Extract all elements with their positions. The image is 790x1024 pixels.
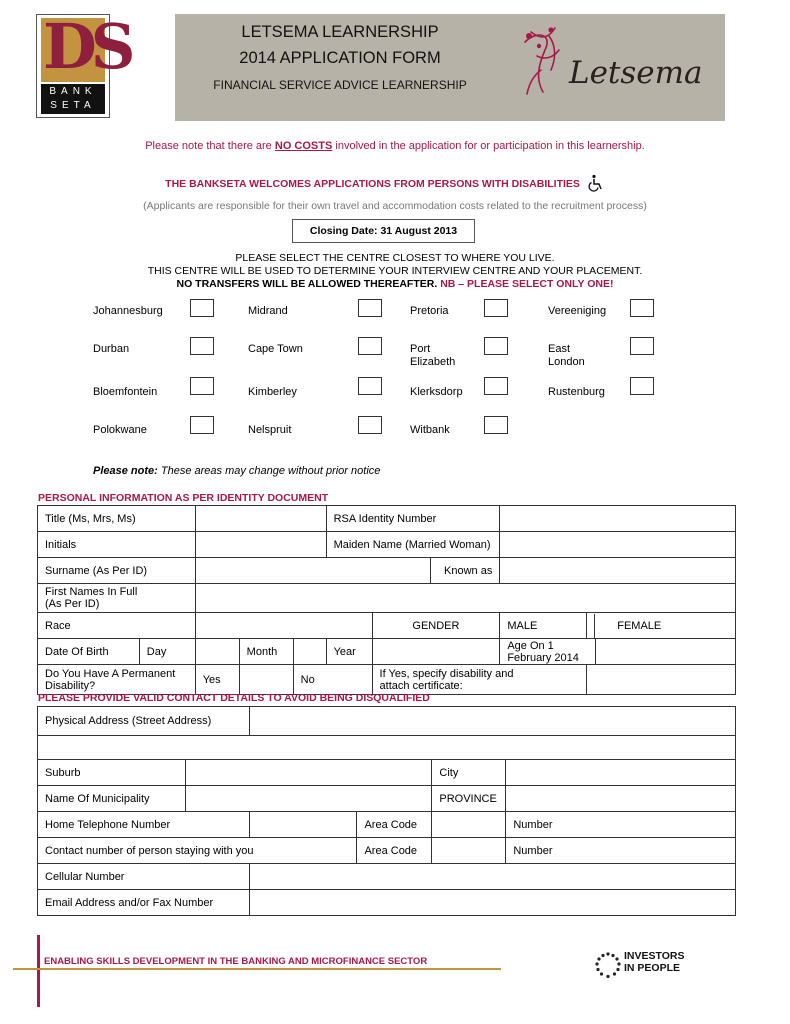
- footer-rule: [13, 968, 501, 970]
- contact-person-label: Contact number of person staying with you: [38, 838, 357, 864]
- centre-label-port-elizabeth: Port Elizabeth: [410, 343, 456, 368]
- centre-instructions: PLEASE SELECT THE CENTRE CLOSEST TO WHERE YOU LIVE. THIS CENTRE WILL BE USED TO DETERMINE YOUR INTERVIEW CENTRE AND YOUR PLACEMENT. NO TRANSFERS WILL BE ALLOWED THEREAFTER. NB – PLEASE SELECT ONLY ONE!: [147, 252, 643, 290]
- bankseta-logo-text: BANK SETA: [41, 84, 105, 114]
- personal-info-table: [37, 505, 736, 695]
- physical-address-line2[interactable]: [38, 736, 736, 760]
- centre-label-johannesburg: Johannesburg: [93, 305, 163, 317]
- maiden-name-field[interactable]: [500, 532, 736, 558]
- checkbox-durban[interactable]: [190, 337, 214, 355]
- email-field[interactable]: [249, 890, 735, 916]
- known-as-field[interactable]: [500, 558, 736, 584]
- checkbox-witbank[interactable]: [484, 416, 508, 434]
- physical-address-label: Physical Address (Street Address): [38, 707, 250, 736]
- title-field[interactable]: [195, 506, 326, 532]
- first-names-label: First Names In Full (As Per ID): [38, 584, 196, 613]
- no-costs-note: Please note that there are NO COSTS involved in the application for or participation in this learnership.: [145, 140, 645, 152]
- initials-field[interactable]: [195, 532, 326, 558]
- year-label: Year: [326, 639, 372, 665]
- bankseta-logo-mark: DS: [43, 10, 130, 83]
- initials-label: Initials: [38, 532, 196, 558]
- surname-label: Surname (As Per ID): [38, 558, 196, 584]
- checkbox-rustenburg[interactable]: [630, 377, 654, 395]
- investors-in-people-logo: [594, 949, 704, 985]
- centre-label-pretoria: Pretoria: [410, 305, 449, 317]
- female-option[interactable]: FEMALE: [587, 613, 736, 639]
- specify-disability-label: If Yes, specify disability and attach certificate:: [372, 665, 587, 695]
- checkbox-cape-town[interactable]: [358, 337, 382, 355]
- checkbox-johannesburg[interactable]: [190, 299, 214, 317]
- suburb-label: Suburb: [38, 760, 186, 786]
- home-area-code-field[interactable]: [432, 812, 506, 838]
- centre-label-bloemfontein: Bloemfontein: [93, 386, 158, 398]
- checkbox-kimberley[interactable]: [358, 377, 382, 395]
- closing-date: Closing Date: 31 August 2013: [292, 219, 475, 243]
- province-label: PROVINCE: [432, 786, 506, 812]
- checkbox-klerksdorp[interactable]: [484, 377, 508, 395]
- centre-label-rustenburg: Rustenburg: [548, 386, 605, 398]
- suburb-field[interactable]: [185, 760, 432, 786]
- cellular-field[interactable]: [249, 864, 735, 890]
- maiden-name-label: Maiden Name (Married Woman): [326, 532, 500, 558]
- checkbox-pretoria[interactable]: [484, 299, 508, 317]
- checkbox-port-elizabeth[interactable]: [484, 337, 508, 355]
- contact-area-code-label: Area Code: [357, 838, 432, 864]
- day-label: Day: [139, 639, 195, 665]
- centre-label-nelspruit: Nelspruit: [248, 424, 292, 436]
- checkbox-vereeniging[interactable]: [630, 299, 654, 317]
- centre-label-durban: Durban: [93, 343, 130, 355]
- centre-label-vereeniging: Vereeniging: [548, 305, 607, 317]
- centre-label-witbank: Witbank: [410, 424, 450, 436]
- month-label: Month: [239, 639, 293, 665]
- month-field[interactable]: [293, 639, 326, 665]
- disability-label: Do You Have A Permanent Disability?: [38, 665, 196, 695]
- wheelchair-icon: [587, 174, 605, 192]
- known-as-label: Known as: [431, 558, 500, 584]
- areas-note: Please note: These areas may change without prior notice: [93, 465, 381, 477]
- letsema-logo: [515, 20, 715, 100]
- municipality-field[interactable]: [185, 786, 432, 812]
- centre-label-midrand: Midrand: [248, 305, 288, 317]
- year-field[interactable]: [372, 639, 500, 665]
- contact-number-label[interactable]: Number: [506, 838, 736, 864]
- centre-label-klerksdorp: Klerksdorp: [410, 386, 463, 398]
- bankseta-logo: [36, 10, 130, 118]
- centre-label-east-london: East London: [548, 343, 585, 368]
- centre-label-cape-town: Cape Town: [248, 343, 303, 355]
- city-label: City: [432, 760, 506, 786]
- home-area-code-label: Area Code: [357, 812, 432, 838]
- age-field[interactable]: [596, 639, 736, 665]
- iip-text: INVESTORS IN PEOPLE: [624, 950, 685, 974]
- form-subtitle: FINANCIAL SERVICE ADVICE LEARNERSHIP: [213, 78, 467, 92]
- contact-heading: PLEASE PROVIDE VALID CONTACT DETAILS TO AVOID BEING DISQUALIFIED: [38, 692, 430, 704]
- id-number-field[interactable]: [500, 506, 736, 532]
- race-field[interactable]: [195, 613, 372, 639]
- personal-info-heading: PERSONAL INFORMATION AS PER IDENTITY DOCUMENT: [38, 492, 329, 504]
- form-title-line2: 2014 APPLICATION FORM: [239, 49, 441, 67]
- disability-yes-box[interactable]: [239, 665, 293, 695]
- age-label: Age On 1 February 2014: [500, 639, 596, 665]
- specify-disability-field[interactable]: [587, 665, 736, 695]
- day-field[interactable]: [195, 639, 239, 665]
- cellular-label: Cellular Number: [38, 864, 250, 890]
- id-number-label: RSA Identity Number: [326, 506, 500, 532]
- checkbox-bloemfontein[interactable]: [190, 377, 214, 395]
- race-label: Race: [38, 613, 196, 639]
- disabilities-note: THE BANKSETA WELCOMES APPLICATIONS FROM PERSONS WITH DISABILITIES: [0, 174, 770, 192]
- form-title-line1: LETSEMA LEARNERSHIP: [241, 23, 439, 41]
- disability-no[interactable]: No: [293, 665, 372, 695]
- home-number-label[interactable]: Number: [506, 812, 736, 838]
- contact-table: [37, 706, 736, 916]
- email-label: Email Address and/or Fax Number: [38, 890, 250, 916]
- surname-field[interactable]: [195, 558, 431, 584]
- first-names-field[interactable]: [195, 584, 735, 613]
- dob-label: Date Of Birth: [38, 639, 140, 665]
- footer-accent-bar: [37, 935, 40, 1007]
- travel-note: (Applicants are responsible for their own travel and accommodation costs related to the recruitment process): [143, 200, 647, 212]
- checkbox-nelspruit[interactable]: [358, 416, 382, 434]
- gender-label: GENDER: [372, 613, 500, 639]
- home-tel-label: Home Telephone Number: [38, 812, 250, 838]
- centre-label-kimberley: Kimberley: [248, 386, 297, 398]
- letsema-brand: Letsema: [569, 55, 703, 91]
- checkbox-midrand[interactable]: [358, 299, 382, 317]
- checkbox-polokwane[interactable]: [190, 416, 214, 434]
- home-tel-spacer: [249, 812, 357, 838]
- male-option[interactable]: MALE: [500, 613, 587, 639]
- laurel-icon: [594, 951, 622, 979]
- centre-label-polokwane: Polokwane: [93, 424, 147, 436]
- city-field[interactable]: [506, 760, 736, 786]
- province-field[interactable]: [506, 786, 736, 812]
- disability-yes[interactable]: Yes: [195, 665, 239, 695]
- contact-area-code-field[interactable]: [432, 838, 506, 864]
- municipality-label: Name Of Municipality: [38, 786, 186, 812]
- footer-tagline: ENABLING SKILLS DEVELOPMENT IN THE BANKING AND MICROFINANCE SECTOR: [44, 956, 428, 967]
- title-label: Title (Ms, Mrs, Ms): [38, 506, 196, 532]
- physical-address-field[interactable]: [249, 707, 735, 736]
- checkbox-east-london[interactable]: [630, 337, 654, 355]
